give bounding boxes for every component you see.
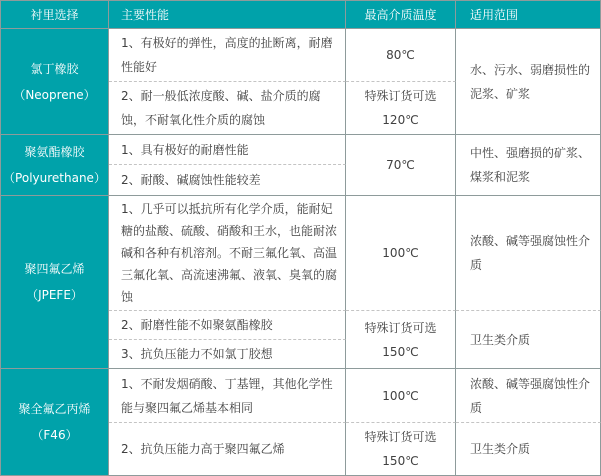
material-name: 聚氨酯橡胶: [24, 145, 85, 159]
table-row: [1, 196, 601, 311]
temp-cell: 80℃: [346, 29, 456, 82]
material-name-en: （F46）: [31, 428, 78, 442]
table-row: [1, 369, 601, 423]
performance-cell: 2、耐一般低浓度酸、碱、盐介质的腐蚀，不耐氧化性介质的腐蚀: [109, 82, 346, 135]
range-cell: 中性、强磨损的矿浆、煤浆和泥浆: [456, 135, 601, 196]
table-header-row: [1, 1, 601, 29]
temp-note: 特殊订货可选: [364, 320, 437, 335]
temp-cell: [346, 311, 456, 369]
temp-value: 120℃: [382, 113, 419, 127]
range-cell: 卫生类介质: [456, 311, 601, 369]
temp-cell: 100℃: [346, 196, 456, 311]
performance-cell: 1、有极好的弹性，高度的扯断离，耐磨性能好: [109, 29, 346, 82]
header-lining: 衬里选择: [1, 1, 109, 29]
header-performance: 主要性能: [109, 1, 346, 29]
material-cell-jpefe: [1, 196, 109, 369]
temp-note: 特殊订货可选: [364, 89, 437, 103]
temp-value: 150℃: [382, 344, 419, 359]
temp-cell: 70℃: [346, 135, 456, 196]
table-row: [1, 29, 601, 82]
performance-cell: 1、具有极好的耐磨性能: [109, 135, 346, 165]
header-application: 适用范围: [456, 1, 601, 29]
performance-cell: 1、不耐发烟硝酸、丁基锂，其他化学性能与聚四氟乙烯基本相同: [109, 369, 346, 423]
header-max-temp: 最高介质温度: [346, 1, 456, 29]
performance-cell: 3、抗负压能力不如氯丁胶想: [109, 340, 346, 369]
temp-value: 150℃: [382, 454, 419, 468]
temp-cell: [346, 423, 456, 476]
material-name-en: （JPEFE）: [26, 288, 83, 302]
material-name: 聚全氟乙丙烯: [18, 402, 91, 416]
range-cell: 水、污水、弱磨损性的泥浆、矿浆: [456, 29, 601, 135]
material-name: 氯丁橡胶: [30, 61, 79, 76]
material-cell-neoprene: [1, 29, 109, 135]
temp-cell: [346, 82, 456, 135]
performance-cell: 1、几乎可以抵抗所有化学介质，能耐妃糖的盐酸、硫酸、硝酸和王水，也能耐浓碱和各种有机溶剂。不耐三氟化氧、高温三氟化氧、高流速沸氟、液氧、臭氧的腐蚀: [109, 196, 346, 311]
material-name-en: （Neoprene）: [13, 87, 96, 102]
material-name-en: （Polyurethane）: [3, 171, 106, 185]
material-cell-f46: [1, 369, 109, 476]
range-cell: 浓酸、碱等强腐蚀性介质: [456, 196, 601, 311]
temp-note: 特殊订货可选: [364, 430, 437, 444]
performance-cell: 2、耐酸、碱腐蚀性能较差: [109, 165, 346, 196]
material-name: 聚四氟乙烯: [24, 262, 85, 276]
range-cell: 卫生类介质: [456, 423, 601, 476]
material-cell-polyurethane: [1, 135, 109, 196]
temp-cell: 100℃: [346, 369, 456, 423]
table-row: [1, 135, 601, 165]
performance-cell: 2、抗负压能力高于聚四氟乙烯: [109, 423, 346, 476]
performance-cell: 2、耐磨性能不如聚氨酯橡胶: [109, 311, 346, 340]
range-cell: 浓酸、碱等强腐蚀性介质: [456, 369, 601, 423]
